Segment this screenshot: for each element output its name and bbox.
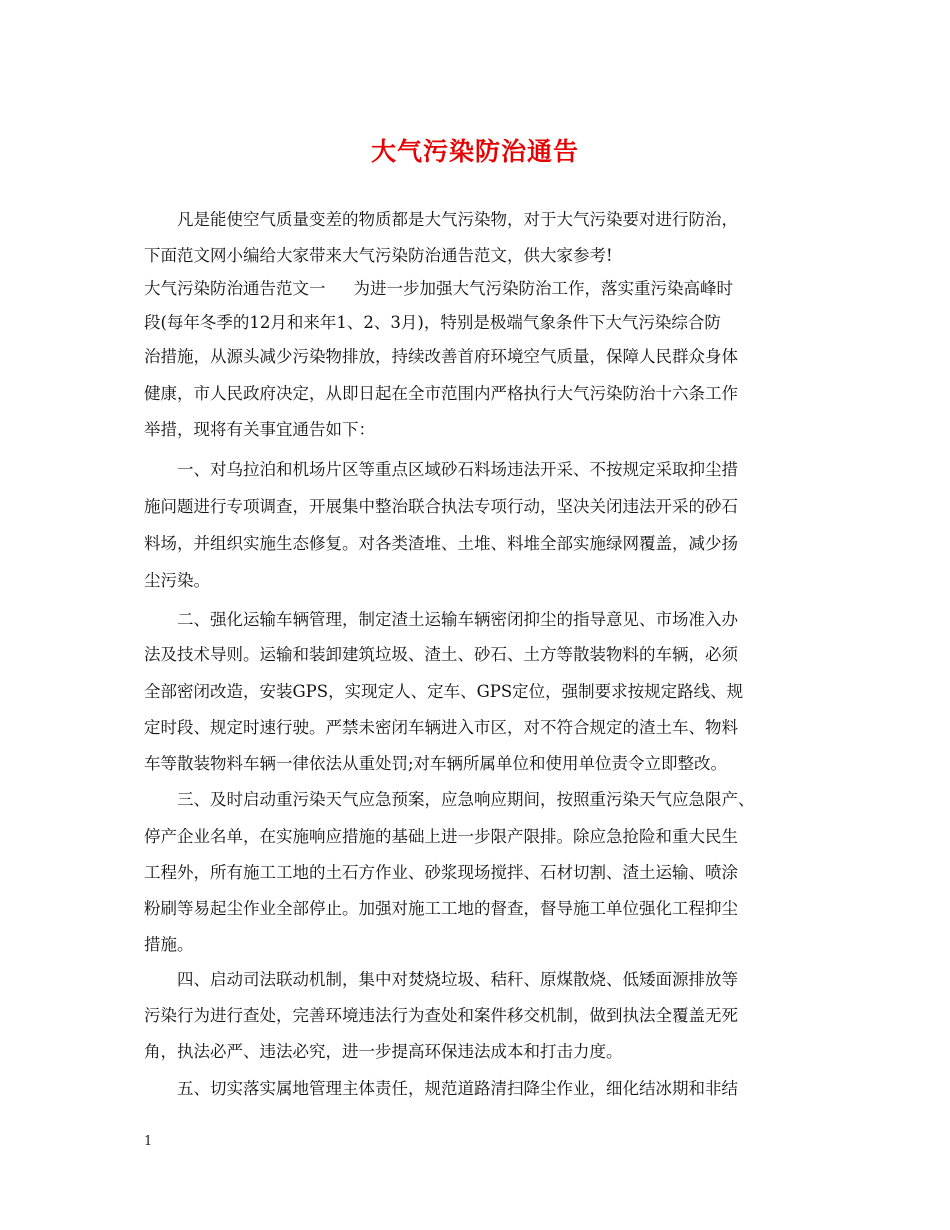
item-line: 二、强化运输车辆管理，制定渣土运输车辆密闭抑尘的指导意见、市场准入办	[177, 610, 738, 629]
item-line: 全部密闭改造，安装GPS，实现定人、定车、GPS定位，强制要求按规定路线、规	[144, 682, 744, 701]
intro-line: 凡是能使空气质量变差的物质都是大气污染物，对于大气污染要对进行防治，	[177, 210, 738, 229]
item-line: 粉刷等易起尘作业全部停止。加强对施工工地的督查，督导施工单位强化工程抑尘	[144, 899, 738, 918]
paragraph-line: 段(每年冬季的12月和来年1、2、3月)，特别是极端气象条件下大气污染综合防	[144, 313, 721, 332]
item-line: 三、及时启动重污染天气应急预案，应急响应期间，按照重污染天气应急限产、	[177, 790, 755, 809]
item-line: 车等散装物料车辆一律依法从重处罚;对车辆所属单位和使用单位责令立即整改。	[144, 754, 728, 773]
item-line: 措施。	[144, 935, 194, 954]
item-line: 料场，并组织实施生态修复。对各类渣堆、土堆、料堆全部实施绿网覆盖，减少扬	[144, 534, 738, 553]
paragraph-line: 健康，市人民政府决定，从即日起在全市范围内严格执行大气污染防治十六条工作	[144, 384, 738, 403]
item-line: 定时段、规定时速行驶。严禁未密闭车辆进入市区，对不符合规定的渣土车、物料	[144, 718, 738, 737]
item-line: 一、对乌拉泊和机场片区等重点区域砂石料场违法开采、不按规定采取抑尘措	[177, 460, 738, 479]
intro-line: 下面范文网小编给大家带来大气污染防治通告范文，供大家参考!	[144, 246, 613, 265]
item-line: 尘污染。	[144, 571, 210, 590]
document-title: 大气污染防治通告	[370, 137, 579, 166]
paragraph-line: 举措，现将有关事宜通告如下：	[144, 420, 375, 439]
paragraph-line	[144, 277, 733, 301]
item-line: 五、切实落实属地管理主体责任，规范道路清扫降尘作业，细化结冰期和非结	[177, 1079, 738, 1098]
item-line: 工程外，所有施工工地的土石方作业、砂浆现场搅拌、石材切割、渣土运输、喷涂	[144, 863, 738, 882]
item-line: 停产企业名单，在实施响应措施的基础上进一步限产限排。除应急抢险和重大民生	[144, 827, 738, 846]
paragraph-line: 治措施，从源头减少污染物排放，持续改善首府环境空气质量，保障人民群众身体	[144, 347, 738, 366]
item-line: 法及技术导则。运输和装卸建筑垃圾、渣土、砂石、土方等散装物料的车辆，必须	[144, 645, 738, 664]
section-label: 大气污染防治通告范文一	[144, 279, 326, 298]
item-line: 污染行为进行查处，完善环境违法行为查处和案件移交机制，做到执法全覆盖无死	[144, 1006, 738, 1025]
item-line: 四、启动司法联动机制，集中对焚烧垃圾、秸秆、原煤散烧、低矮面源排放等	[177, 970, 738, 989]
paragraph-text: 为进一步加强大气污染防治工作，落实重污染高峰时	[353, 279, 733, 298]
item-line: 角，执法必严、违法必究，进一步提高环保违法成本和打击力度。	[144, 1042, 623, 1061]
page-number: 1	[144, 1134, 153, 1149]
item-line: 施问题进行专项调查，开展集中整治联合执法专项行动，坚决关闭违法开采的砂石	[144, 497, 738, 516]
